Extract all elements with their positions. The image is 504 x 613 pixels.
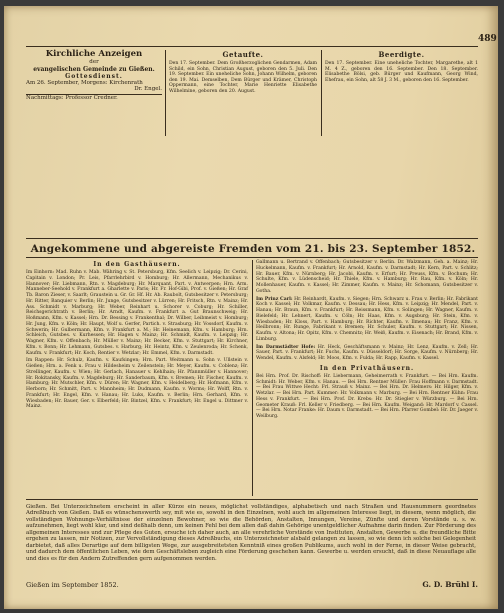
church-title: Kirchliche Anzeigen (45, 49, 143, 59)
notice-signature: G. D. Brühl I. (422, 580, 478, 589)
notice-text: Gießen. Bei Unterzeichnetem erscheint in aller Kürze ein neues, möglichst vollständiges, alphabetisch und nach Straßen und Hausnummern geordnetes Adreßbuch von Gießen. Daß es wünschenswerth sey, mit wie es, sowohl in den Einzelnen, wohl auch im allgemeinen Interesse liegt, in diesem, wenn möglich, die vollständigen Wohnungs-Verhältnisse der einzelnen Bewohner, so wie die Behörden, Anstalten, Innungen, Vereine, Zünfte und deren Vorstände u. s. w. aufzunehmen, liegt wohl klar, und sind deßhalb denn, um keinen Fehl bei dem allen daß dahin Gehörige unentgeldlicher Aufnahme darin finden. Zur Förderung des allgemeinen Interesses und zur Pflege des Guten, ersuche ich daher auch, an alle verehrliche Vorstände von Instituten, Anstalten, Gewerbe u. die freundliche Bitte ergehen zu lassen, mir Notizen, zur Vervollständigung dieses Adreßbuchs, ein Unterzeichneter alsbald gelangen zu lassen, so wie denn ich solche bei Gelegenheit darbietet, daß alles Derartige auf dem billigsten Wege, zur ausgebreitetsten Kenntniß eines großen Publikums, auch wohl in der Ferne, in dieser Weise gebracht, und dadurch dem öffentlichen Leben, wie dem Geschäftsleben zugleich eine Förderung geschehen kann. Gewerbe u. werden ersucht, daß in diese Neuauflage alle und dies es für den Andern Zutreffenden gern aufgenommen werden. (26, 504, 476, 562)
service-heading: Gottesdienst. (65, 72, 123, 80)
right-inns-text: Gallmann u. Bertrand v. Offenbach; Gutsbesitzer v. Berlin. Dr. Walzmann, Geh. a. Mainz; Hr. Huckelmann, Kaufm. v. Frankfurt; Hr. Arnold, Kaufm. v. Darmstadt; Hr. Kern, Part. v. Schlitz; Hr. Bauer, Kfm. v. Nürnberg; Hr. Jacobi, Kaufm. v. Erfurt; Hr. Preuss, Kfm. v. Bochum; Hr. Schulte, Kfm. v. Lüdenscheid; Hr. Thiele, Kfm. v. Hamburg; Hr. Rau, Kfm. v. Köln; Hr. Mollenhauer, Kaufm. v. Kassel; Hr. Zimmer, Kaufm. v. Mainz; Hr. Schomann, Gutsbesitzer v. Gotha. (256, 260, 478, 294)
church-announcements (26, 50, 162, 102)
strangers-list-title: Angekommene und abgereiste Fremden vom 21. bis 23. September 1852. (30, 243, 476, 255)
right-column (256, 260, 478, 420)
service-line-afternoon: Nachmittags: Professor Credner. (26, 95, 118, 102)
darmstaedter-hof-heading: Im Darmstädter Hofe: (256, 344, 316, 350)
title-rule-top (26, 238, 478, 239)
church-congregation: evangelischen Gemeinde zu Gießen. (33, 65, 155, 73)
darmstaedter-hof-text: Hr. Heck, Geschäftsmann v. Mainz; Hr. Lenz, Kaufm. v. Zell; Hr. Sauer, Part. v. Frankfurt; Hr. Fuchs, Kaufm. v. Düsseldorf; Hr. Sorge, Kaufm. v. Nürnberg; Hr. Wendel, Kaufm. v. Alsfeld; Hr. Moos, Kfm. v. Fulda; Hr. Rapp, Kaufm. v. Kassel. (256, 344, 478, 361)
baptisms-heading: Getaufte. (222, 50, 264, 59)
address-book-notice (26, 504, 476, 562)
service-divider (26, 94, 162, 95)
inns-heading: In den Gasthäusern. (93, 261, 181, 268)
service-line-preacher: Dr. Engel. (134, 86, 162, 92)
private-houses-text: Bei Hrn. Prof. Dr. Rischoff: Hr. Liebermann, Geheimerrath v. Frankfurt. — Bei Hrn. Kaufm. Schmidt: Hr. Weber, Kfm. v. Hanau. — Bei Hrn. Rentner Müller: Frau Hoffmann v. Darmstadt. — Bei Frau Wittwe Hecht: Frl. Strauß v. Mainz. — Bei Hrn. Dr. Helmers: Hr. Hilger, Kfm. v. Wetzlar. — Bei Hrn. Part. Kummer: Hr. Volkmann v. Marburg. — Bei Hrn. Rentner Kühn: Frau Hess v. Frankfurt. — Bei Hrn. Prof. Dr. Krebs: Hr. Dr. Stiegler v. Würzburg. — Bei Hrn. Geometer Krauß: Frl. Keller v. Friedberg. — Bei Hrn. Kaufm. Weigand: Hr. Mardorf v. Cassel. — Bei Hrn. Notar Franke: Hr. Daum v. Darmstadt. — Bei Hrn. Pfarrer Gombel: Hr. Dr. Jaeger v. Weilburg. (256, 373, 478, 419)
notice-rule (26, 499, 478, 500)
left-column (26, 260, 248, 410)
page-number: 489 (478, 34, 497, 44)
inns-text: Im Einhorn: Mad. Ruhn v. Mab. Währing v. St. Petersburg, Kfm. Seelich v. Leipzig; Dr. Cerini, Capitain v. London; Pr. Leis, Pfarrlehrbird v. Homburg; Hr. Allermann, Mechanikus v. Hannover; Hr. Liebmann, Rtn. v. Magdeburg; Hr. Marquant, Part. v. Antwerpen; Hrn. Arm. Manneber-Seehold v. Frankfurt a. Gharlette v. Paris; Hr. Fr. Hof-Gibi, Prof. v. Gießen; Hr. Graf Tb. Baron Zieser, v. Saarlt; Graustein u. Gr. Gr. Hf. Hr. Ab. Raubolt, Gutsbesitzer v. Petersburg; Hr. Ritter, Banquier v. Berlin; Hr. Junge, Gutsbesitzer v. Lürren; Hr. Fritsch, Rtn. v. Mainz; Hr. Ass. Schmidt v. Marburg; Hr. Weber, Reinhart u. Schorer v. Coburg; Hr. Schiller, Reichsgerichtrath v. Berlin; Hr. Arndt, Kaufm. v. Frankfurt a. Gut Braunschweig; Hr. Hoßmann, Kfm. v. Kassel; Hrn. Dr. Bessing v. Frankenthal; Dr. Wilber, Leibmeist v. Homburg; Hr. Jung, Kfm. v. Köln; Hr. Haupt, Wolf u. Gerfer, Partich. v. Strasburg; Hr. Vossdorf, Kaufm. v. Schwerin; Hr. Gulbermann, Kfm. v. Frankfurt a. M.; Hr. Heinemann, Kfm. v. Hamburg; Hrn. Schleich, Gutsbes. v. Kurhessen; Hr. Hagen v. Mainz; Hr. Schmidt, Kaufm. v. Leipzig; Hr. Wagner, Kfm. v. Offenbach; Hr. Müller v. Mainz; Hr. Becker, Kfm. v. Stuttgart; Hr. Kirchner, Kfm. v. Bonn; Hr. Lehmann, Gutsbes. v. Harburg; Hr. Heintz, Kfm. v. Zeulenroda; Hr. Schenk, Kaufm. v. Frankfurt; Hr. Koch, Rentier v. Wetzlar; Hr. Emmel, Kfm. v. Darmstadt. (26, 270, 248, 356)
title-rule-bottom (26, 257, 478, 258)
newspaper-page (4, 6, 498, 609)
burials (325, 50, 478, 83)
header-divider-2 (321, 50, 322, 136)
baptisms-text: Den 17. September. Dem Großherzoglichen Gendarmen, Adam Schild, ein Sohn, Christian August, geboren den 5. Juli. Den 19. September. Ein uneheliche Sohn, Johann Wilhelm, geboren den 19. Mai. Demselben, Dem Bürger und Krämer, Christoph Oppermann, eine Tochter, Marie Henriette Elisabethe Wilhelmine, geboren den 20. August. (169, 61, 317, 94)
prinz-carl-heading: Im Prinz Carl: (256, 296, 293, 302)
church-title-der: der (89, 59, 99, 65)
prinz-carl-text: Hr. Reinhardt, Kaufm. v. Siegen; Hrn. Schwarz u. Frau v. Berlin; Hr. Fabrikant Koch v. Kassel; Hr. Volkmar, Kaufm. v. Dessau; Hr. Hess, Kfm. v. Leipzig; Hr. Mendel, Part. v. Hanau; Hr. Braun, Kfm. v. Frankfurt; Hr. Reissmann, Kfm. v. Solingen; Hr. Wagner, Kaufm. v. Bielefeld; Hr. Lehnert, Kaufm. v. Cöln; Hr. Haas, Kfm. v. Augsburg; Hr. Stein, Kfm. v. Wiesbaden; Hr. Kloss, Part. v. Hamburg; Hr. Richter, Kaufm. v. Ilmenau; Hr. Franz, Kfm. v. Heilbronn; Hr. Runge, Fabrikant v. Bremen; Hr. Schuler, Kaufm. v. Stuttgart; Hr. Nissen, Kaufm. v. Altona; Hr. Opitz, Kfm. v. Chemnitz; Hr. Weiß, Kaufm. v. Eisenach; Hr. Brand, Kfm. v. Limburg. (256, 296, 478, 342)
notice-place-date: Gießen im September 1852. (26, 581, 119, 589)
burials-heading: Beerdigte. (378, 50, 425, 59)
private-houses-heading: In den Privathäusern. (319, 364, 415, 372)
rappen-text: Im Rappen: Hr. Schulz, Kaufm. v. Kaufsingen; Hrn. Part. Weitmann u. Sohn v. Ullstein v. Gießen; Hrn. a. Fenk u. Frau v. Hildesheim v. Zeilenstein; Hr. Meyer, Kaufm. v. Coblenz; Hr. Strellinger, Kaufm. v. Wien; Hr. Gerlach, Hanauer v. Kehlhain; Hr. Pfannmüller v. Hannover; Hr. Rokitansky, Kaufm. v. Magdeburg; Hr. Sanderbaum, Kfm. v. Bremen; Hr. Fischer, Kaufm. v. Hamburg; Hr. Mutschler, Kfm. v. Düren; Hr. Wagner, Kfm. v. Heidelberg; Hr. Hofmann, Kfm. v. Herborn; Hr. Schmitt, Part. v. Mannheim; Hr. Dudmann, Kaufm. v. Worms; Hr. Wolff, Rtn. v. Frankfurt; Hr. Engel, Kfm. v. Hanau; Hr. Luks, Kaufm. v. Berlin; Hrn. Gerhard, Kfm. v. Wiesbaden; Hr. Bauer, Ger. v. Elberfeld; Hr. Bintzel, Kfm. v. Frankfurt; Hr. Engel u. Dittmer v. Mainz. (26, 358, 248, 410)
service-line-morning: Am 26. September, Morgens: Kirchenrath (26, 79, 143, 86)
header-divider-1 (165, 50, 166, 136)
column-divider (252, 260, 253, 496)
top-rule (26, 46, 478, 47)
burials-text: Den 17. September. Eine uneheliche Tochter, Margarethe, alt 1 M. 4 Z., geboren den 16. September. Den 18. September. Elisabethe Bölsi, geb. Bürger und Kaufmann, Georg Wind, Ehefrau, ein Sohn, alt 58 J. 3 M., geboren den 16. September. (325, 61, 478, 83)
baptisms (169, 50, 317, 95)
